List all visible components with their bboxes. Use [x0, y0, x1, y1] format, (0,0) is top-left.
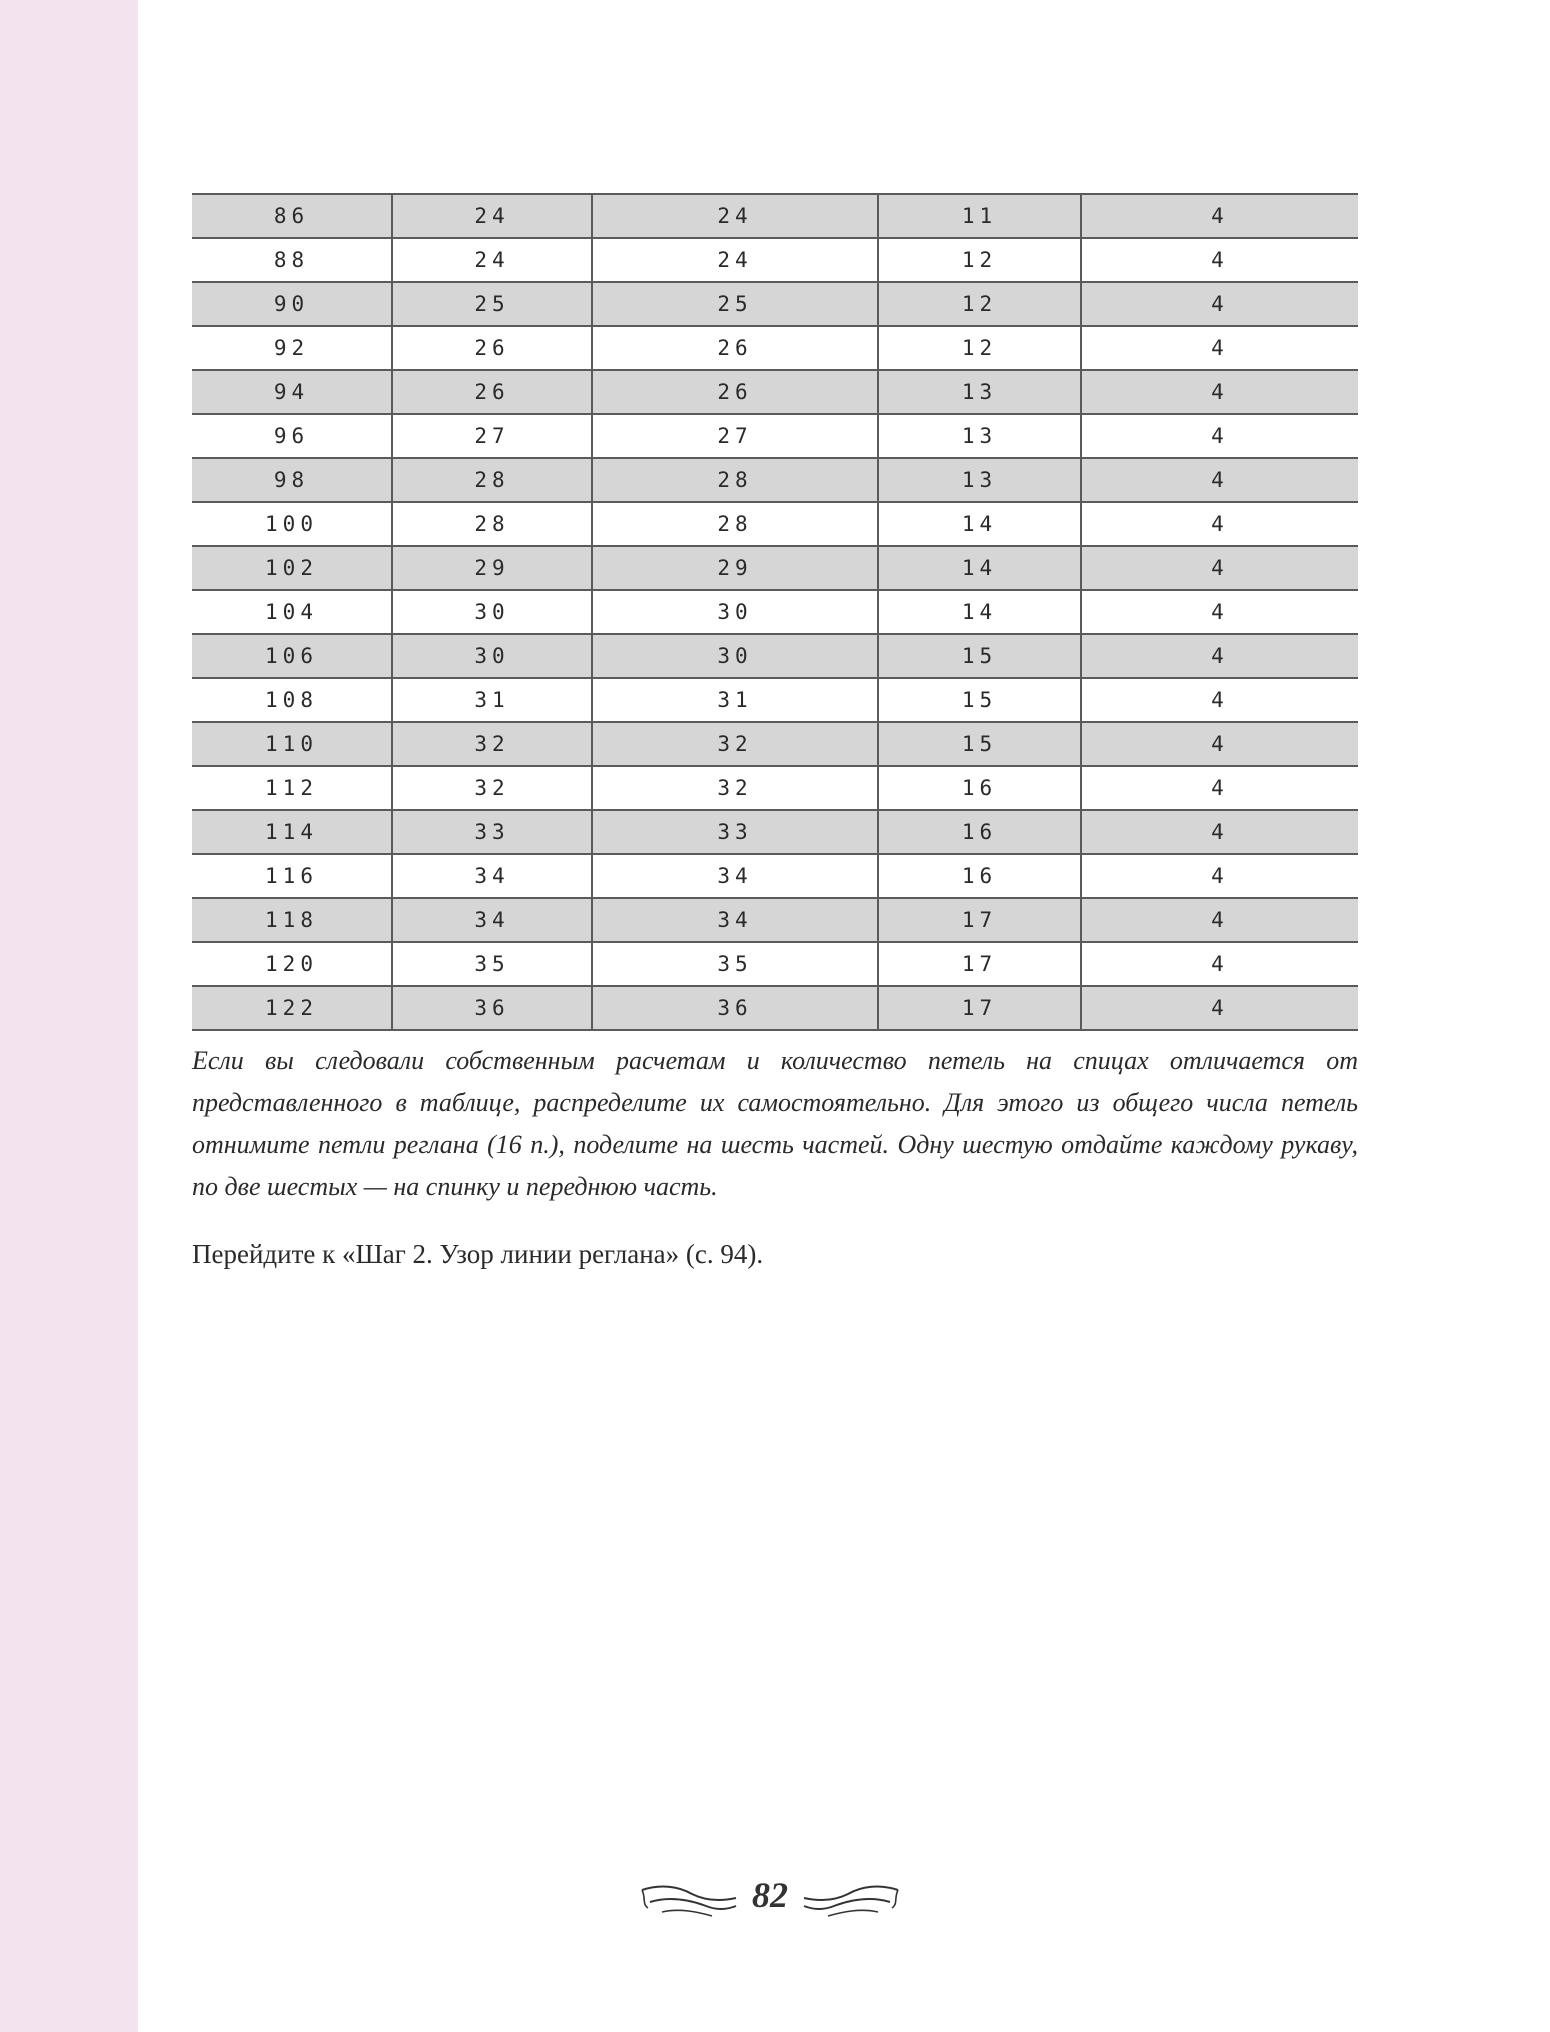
table-cell: 104 — [192, 590, 392, 634]
table-cell: 32 — [592, 722, 878, 766]
table-row — [192, 238, 1358, 282]
table-cell: 32 — [592, 766, 878, 810]
table-row — [192, 282, 1358, 326]
table-cell: 4 — [1081, 678, 1358, 722]
table-cell: 32 — [392, 766, 592, 810]
table-row — [192, 370, 1358, 414]
table-cell: 14 — [878, 590, 1081, 634]
table-cell: 14 — [878, 546, 1081, 590]
table-row — [192, 678, 1358, 722]
table-cell: 34 — [592, 854, 878, 898]
table-cell: 15 — [878, 722, 1081, 766]
table-row — [192, 722, 1358, 766]
table-cell: 122 — [192, 986, 392, 1030]
table-cell: 4 — [1081, 810, 1358, 854]
table-cell: 12 — [878, 326, 1081, 370]
table-cell: 31 — [392, 678, 592, 722]
table-cell: 4 — [1081, 414, 1358, 458]
table-cell: 24 — [392, 238, 592, 282]
table-cell: 88 — [192, 238, 392, 282]
table-cell: 30 — [392, 634, 592, 678]
table-cell: 15 — [878, 678, 1081, 722]
sizes-table — [192, 193, 1358, 1031]
table-cell: 30 — [592, 634, 878, 678]
table-cell: 98 — [192, 458, 392, 502]
table-cell: 32 — [392, 722, 592, 766]
italic-note-paragraph: Если вы следовали собственным расчетам и количество петель на спицах отличается от представленного в таблице, распределите их самостоятельно. Для этого из общего числа петель отнимите петли реглана (16 п.), поделите на шесть частей. Одну шестую отдайте каждому рукаву, по две шестых — на спинку и переднюю часть. — [192, 1046, 1358, 1201]
table-cell: 4 — [1081, 898, 1358, 942]
table-cell: 11 — [878, 194, 1081, 238]
table-cell: 16 — [878, 766, 1081, 810]
table-cell: 26 — [392, 370, 592, 414]
table-row — [192, 942, 1358, 986]
stitch-count-table — [192, 193, 1358, 1031]
table-cell: 29 — [592, 546, 878, 590]
next-step-reference: Перейдите к «Шаг 2. Узор линии реглана» (с. 94). — [192, 1239, 764, 1269]
table-cell: 25 — [392, 282, 592, 326]
table-cell: 24 — [392, 194, 592, 238]
table-row — [192, 898, 1358, 942]
table-cell: 108 — [192, 678, 392, 722]
table-cell: 4 — [1081, 942, 1358, 986]
table-cell: 12 — [878, 282, 1081, 326]
table-cell: 86 — [192, 194, 392, 238]
table-cell: 27 — [592, 414, 878, 458]
table-row — [192, 766, 1358, 810]
table-cell: 25 — [592, 282, 878, 326]
table-cell: 4 — [1081, 238, 1358, 282]
table-row — [192, 326, 1358, 370]
table-cell: 17 — [878, 986, 1081, 1030]
table-cell: 4 — [1081, 370, 1358, 414]
table-cell: 16 — [878, 854, 1081, 898]
table-cell: 28 — [592, 458, 878, 502]
table-cell: 94 — [192, 370, 392, 414]
page-footer — [640, 1870, 900, 1930]
table-cell: 26 — [592, 326, 878, 370]
table-cell: 120 — [192, 942, 392, 986]
table-row — [192, 546, 1358, 590]
table-cell: 36 — [392, 986, 592, 1030]
table-cell: 33 — [392, 810, 592, 854]
table-cell: 16 — [878, 810, 1081, 854]
table-row — [192, 458, 1358, 502]
table-cell: 34 — [392, 898, 592, 942]
right-flourish-icon — [800, 1878, 900, 1922]
table-cell: 4 — [1081, 326, 1358, 370]
table-cell: 24 — [592, 238, 878, 282]
table-cell: 31 — [592, 678, 878, 722]
table-cell: 13 — [878, 370, 1081, 414]
table-cell: 4 — [1081, 634, 1358, 678]
table-cell: 24 — [592, 194, 878, 238]
table-cell: 36 — [592, 986, 878, 1030]
table-cell: 28 — [392, 502, 592, 546]
table-cell: 4 — [1081, 722, 1358, 766]
table-row — [192, 502, 1358, 546]
table-row — [192, 194, 1358, 238]
table-cell: 13 — [878, 458, 1081, 502]
table-row — [192, 986, 1358, 1030]
table-cell: 33 — [592, 810, 878, 854]
side-color-strip — [0, 0, 138, 2032]
table-cell: 112 — [192, 766, 392, 810]
table-cell: 110 — [192, 722, 392, 766]
table-cell: 27 — [392, 414, 592, 458]
table-cell: 34 — [592, 898, 878, 942]
table-cell: 14 — [878, 502, 1081, 546]
table-cell: 17 — [878, 942, 1081, 986]
table-cell: 114 — [192, 810, 392, 854]
table-cell: 26 — [592, 370, 878, 414]
table-cell: 4 — [1081, 986, 1358, 1030]
table-cell: 4 — [1081, 590, 1358, 634]
table-cell: 30 — [592, 590, 878, 634]
table-cell: 4 — [1081, 282, 1358, 326]
table-cell: 28 — [592, 502, 878, 546]
table-cell: 15 — [878, 634, 1081, 678]
table-row — [192, 590, 1358, 634]
table-row — [192, 634, 1358, 678]
table-cell: 12 — [878, 238, 1081, 282]
table-cell: 96 — [192, 414, 392, 458]
table-cell: 35 — [592, 942, 878, 986]
table-cell: 28 — [392, 458, 592, 502]
table-row — [192, 810, 1358, 854]
table-cell: 4 — [1081, 854, 1358, 898]
table-cell: 4 — [1081, 458, 1358, 502]
table-row — [192, 854, 1358, 898]
table-cell: 106 — [192, 634, 392, 678]
table-cell: 4 — [1081, 766, 1358, 810]
table-cell: 90 — [192, 282, 392, 326]
table-cell: 102 — [192, 546, 392, 590]
page-number: 82 — [752, 1875, 788, 1915]
table-cell: 100 — [192, 502, 392, 546]
table-cell: 35 — [392, 942, 592, 986]
table-cell: 4 — [1081, 502, 1358, 546]
table-cell: 26 — [392, 326, 592, 370]
table-cell: 92 — [192, 326, 392, 370]
table-cell: 13 — [878, 414, 1081, 458]
table-cell: 34 — [392, 854, 592, 898]
table-cell: 29 — [392, 546, 592, 590]
table-row — [192, 414, 1358, 458]
table-cell: 118 — [192, 898, 392, 942]
table-cell: 30 — [392, 590, 592, 634]
table-cell: 4 — [1081, 194, 1358, 238]
table-cell: 17 — [878, 898, 1081, 942]
table-cell: 116 — [192, 854, 392, 898]
table-cell: 4 — [1081, 546, 1358, 590]
